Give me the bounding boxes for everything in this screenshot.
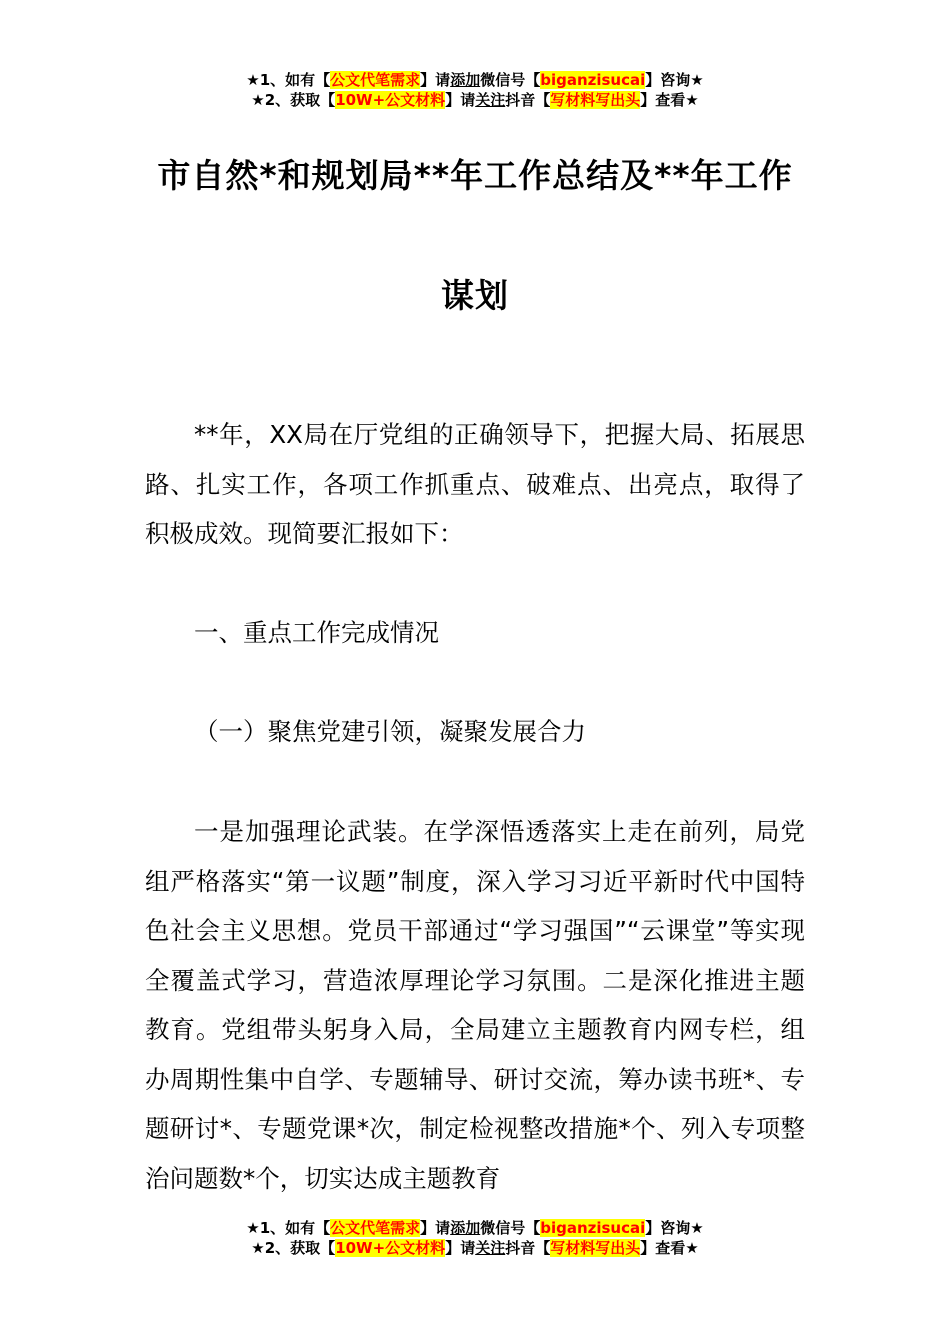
document-title-line-2: 谋划 xyxy=(441,276,509,315)
promo-banner-bottom xyxy=(0,1218,950,1258)
promo-highlight: biganzisucai xyxy=(540,71,646,89)
promo-highlight: 写材料写出头 xyxy=(550,1239,641,1257)
promo-line-2 xyxy=(0,90,950,110)
promo-highlight: 写材料写出头 xyxy=(550,91,641,109)
promo-text: 】咨询★ xyxy=(645,71,704,89)
promo-highlight: 公文代笔需求 xyxy=(330,1219,421,1237)
section-heading: 一、重点工作完成情况 xyxy=(194,618,439,647)
promo-highlight: 10W+公文材料 xyxy=(335,1239,446,1257)
promo-text: ★2、获取【 xyxy=(251,1239,336,1257)
promo-underline: 关注 xyxy=(475,1239,506,1257)
promo-underline: 关注 xyxy=(475,91,506,109)
promo-text: 】请 xyxy=(420,1219,451,1237)
promo-text: ★1、如有【 xyxy=(246,71,331,89)
promo-line-2 xyxy=(0,1238,950,1258)
promo-text: 微信号【 xyxy=(480,1219,541,1237)
promo-text: 微信号【 xyxy=(480,71,541,89)
promo-text: 】查看★ xyxy=(640,1239,699,1257)
promo-text: 】咨询★ xyxy=(645,1219,704,1237)
promo-text: 】请 xyxy=(445,91,476,109)
promo-highlight: biganzisucai xyxy=(540,1219,646,1237)
promo-text: ★1、如有【 xyxy=(246,1219,331,1237)
body-paragraph: 一是加强理论武装。在学深悟透落实上走在前列，局党组严格落实“第一议题”制度，深入学习习近平新时代中国特色社会主义思想。党员干部通过“学习强国”“云课堂”等实现全覆盖式学习，营造浓厚理论学习氛围。二是深化推进主题教育。党组带头躬身入局，全局建立主题教育内网专栏，组办周期性集中自学、专题辅导、研讨交流，筹办读书班*、专题研讨*、专题党课*次，制定检视整改措施*个、列入专项整治问题数*个，切实达成主题教育 xyxy=(145,817,805,1193)
promo-text: ★2、获取【 xyxy=(251,91,336,109)
promo-highlight: 公文代笔需求 xyxy=(330,71,421,89)
subsection-heading: （一）聚焦党建引领，凝聚发展合力 xyxy=(194,717,586,746)
promo-text: 】请 xyxy=(445,1239,476,1257)
promo-text: 抖音【 xyxy=(505,1239,551,1257)
promo-banner-top xyxy=(0,70,950,110)
promo-line-1 xyxy=(0,70,950,90)
promo-line-1 xyxy=(0,1218,950,1238)
promo-highlight: 10W+公文材料 xyxy=(335,91,446,109)
promo-text: 】请 xyxy=(420,71,451,89)
promo-text: 】查看★ xyxy=(640,91,699,109)
promo-underline: 添加 xyxy=(450,1219,481,1237)
promo-underline: 添加 xyxy=(450,71,481,89)
document-title-line-1: 市自然*和规划局**年工作总结及**年工作 xyxy=(157,156,793,195)
intro-paragraph: **年，XX局在厅党组的正确领导下，把握大局、拓展思路、扎实工作，各项工作抓重点、破难点、出亮点，取得了积极成效。现简要汇报如下： xyxy=(145,420,805,548)
promo-text: 抖音【 xyxy=(505,91,551,109)
